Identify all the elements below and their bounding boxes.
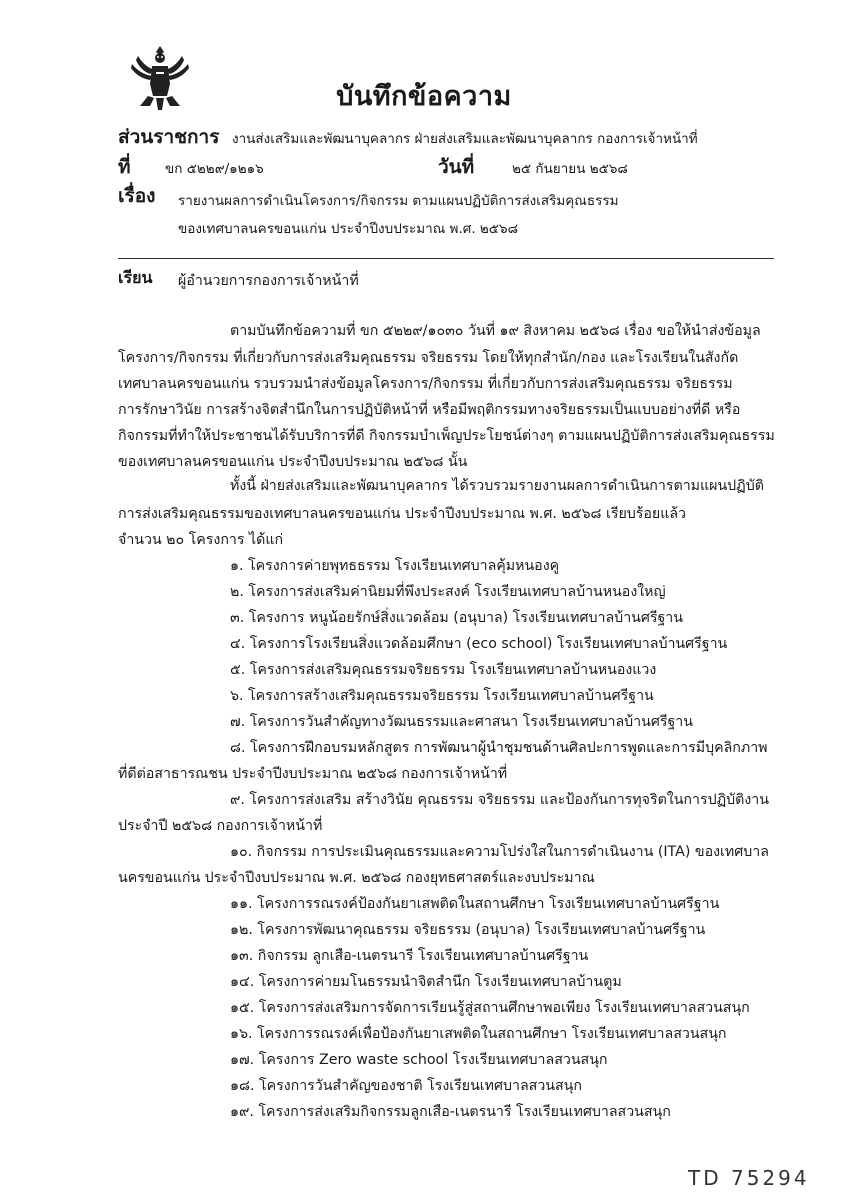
project-item: ๑๖. โครงการรณรงค์เพื่อป้องกันยาเสพติดในสถานศึกษา โรงเรียนเทศบาลสวนสนุก — [230, 1026, 727, 1042]
handwritten-doc-number: TD 75294 — [688, 1166, 810, 1190]
paragraph-1-line: การรักษาวินัย การสร้างจิตสำนึกในการปฏิบัติหน้าที่ หรือมีพฤติกรรมทางจริยธรรมเป็นแบบอย่างที่ดี หรือ — [118, 402, 741, 418]
project-item: ๑๑. โครงการรณรงค์ป้องกันยาเสพติดในสถานศึกษา โรงเรียนเทศบาลบ้านศรีฐาน — [230, 896, 720, 912]
paragraph-1-line: เทศบาลนครขอนแก่น รวบรวมนำส่งข้อมูลโครงการ/กิจกรรม ที่เกี่ยวกับการส่งเสริมคุณธรรม จริยธรรม — [118, 376, 733, 392]
project-item: ๑๘. โครงการวันสำคัญของชาติ โรงเรียนเทศบาลสวนสนุก — [230, 1078, 582, 1094]
paragraph-1-line: ของเทศบาลนครขอนแก่น ประจำปีงบประมาณ ๒๕๖๘ นั้น — [118, 454, 468, 470]
project-item: ๒. โครงการส่งเสริมค่านิยมที่พึงประสงค์ โรงเรียนเทศบาลบ้านหนองใหญ่ — [230, 584, 666, 600]
project-item-continuation: ที่ดีต่อสาธารณชน ประจำปีงบประมาณ ๒๕๖๘ กองการเจ้าหน้าที่ — [118, 766, 508, 782]
agency-value: งานส่งเสริมและพัฒนาบุคลากร ฝ่ายส่งเสริมและพัฒนาบุคลากร กองการเจ้าหน้าที่ — [232, 131, 698, 147]
subject-line-1: รายงานผลการดำเนินโครงการ/กิจกรรม ตามแผนปฏิบัติการส่งเสริมคุณธรรม — [178, 193, 619, 209]
project-item: ๘. โครงการฝึกอบรมหลักสูตร การพัฒนาผู้นำชุมชนด้านศิลปะการพูดและการมีบุคลิกภาพ — [230, 740, 768, 756]
project-item: ๑๔. โครงการค่ายมโนธรรมนำจิตสำนึก โรงเรียนเทศบาลบ้านตูม — [230, 974, 622, 990]
date-value: ๒๕ กันยายน ๒๕๖๘ — [512, 161, 628, 177]
project-item: ๑. โครงการค่ายพุทธธรรม โรงเรียนเทศบาลคุ้มหนองคู — [230, 558, 560, 574]
paragraph-2-line: การส่งเสริมคุณธรรมของเทศบาลนครขอนแก่น ประจำปีงบประมาณ พ.ศ. ๒๕๖๘ เรียบร้อยแล้ว — [118, 506, 687, 522]
header-divider — [118, 258, 774, 259]
project-item: ๕. โครงการส่งเสริมคุณธรรมจริยธรรม โรงเรียนเทศบาลบ้านหนองแวง — [230, 662, 657, 678]
date-label: วันที่ — [438, 156, 475, 178]
agency-label: ส่วนราชการ — [118, 126, 220, 148]
project-item: ๑๕. โครงการส่งเสริมการจัดการเรียนรู้สู่สถานศึกษาพอเพียง โรงเรียนเทศบาลสวนสนุก — [230, 1000, 750, 1016]
ref-label: ที่ — [118, 156, 131, 178]
project-item: ๓. โครงการ หนูน้อยรักษ์สิ่งแวดล้อม (อนุบาล) โรงเรียนเทศบาลบ้านศรีฐาน — [230, 610, 683, 626]
project-item-continuation: ประจำปี ๒๕๖๘ กองการเจ้าหน้าที่ — [118, 818, 323, 834]
project-item: ๑๓. กิจกรรม ลูกเสือ-เนตรนารี โรงเรียนเทศบาลบ้านศรีฐาน — [230, 948, 589, 964]
subject-line-2: ของเทศบาลนครขอนแก่น ประจำปีงบประมาณ พ.ศ. ๒๕๖๘ — [178, 221, 519, 237]
paragraph-2-line: ทั้งนี้ ฝ่ายส่งเสริมและพัฒนาบุคลากร ได้รวบรวมรายงานผลการดำเนินการตามแผนปฏิบัติ — [230, 478, 764, 494]
ref-value: ขก ๕๒๒๙/๑๒๑๖ — [165, 161, 264, 177]
paragraph-1-line: กิจกรรมที่ทำให้ประชาชนได้รับบริการที่ดี กิจกรรมบำเพ็ญประโยชน์ต่างๆ ตามแผนปฏิบัติการส่งเสริมคุณธรรม — [118, 428, 775, 444]
paragraph-1-line: โครงการ/กิจกรรม ที่เกี่ยวกับการส่งเสริมคุณธรรม จริยธรรม โดยให้ทุกสำนัก/กอง และโรงเรียนในสังกัด — [118, 350, 739, 366]
to-label: เรียน — [118, 268, 153, 287]
to-value: ผู้อำนวยการกองการเจ้าหน้าที่ — [178, 273, 359, 289]
project-item: ๔. โครงการโรงเรียนสิ่งแวดล้อมศึกษา (eco school) โรงเรียนเทศบาลบ้านศรีฐาน — [230, 636, 728, 652]
document-title: บันทึกข้อความ — [336, 81, 512, 112]
project-item: ๙. โครงการส่งเสริม สร้างวินัย คุณธรรม จริยธรรม และป้องกันการทุจริตในการปฏิบัติงาน — [230, 792, 769, 808]
project-item: ๑๒. โครงการพัฒนาคุณธรรม จริยธรรม (อนุบาล) โรงเรียนเทศบาลบ้านศรีฐาน — [230, 922, 706, 938]
project-item: ๑๙. โครงการส่งเสริมกิจกรรมลูกเสือ-เนตรนารี โรงเรียนเทศบาลสวนสนุก — [230, 1104, 671, 1120]
project-item-continuation: นครขอนแก่น ประจำปีงบประมาณ พ.ศ. ๒๕๖๘ กองยุทธศาสตร์และงบประมาณ — [118, 870, 595, 886]
project-item: ๑๗. โครงการ Zero waste school โรงเรียนเทศบาลสวนสนุก — [230, 1052, 608, 1068]
subject-label: เรื่อง — [118, 185, 156, 207]
paragraph-1-line: ตามบันทึกข้อความที่ ขก ๕๒๒๙/๑๐๓๐ วันที่ ๑๙ สิงหาคม ๒๕๖๘ เรื่อง ขอให้นำส่งข้อมูล — [230, 323, 761, 339]
paragraph-2-line: จำนวน ๒๐ โครงการ ได้แก่ — [118, 532, 284, 548]
project-item: ๑๐. กิจกรรม การประเมินคุณธรรมและความโปร่งใสในการดำเนินงาน (ITA) ของเทศบาล — [230, 844, 769, 860]
project-item: ๗. โครงการวันสำคัญทางวัฒนธรรมและศาสนา โรงเรียนเทศบาลบ้านศรีฐาน — [230, 714, 693, 730]
project-item: ๖. โครงการสร้างเสริมคุณธรรมจริยธรรม โรงเรียนเทศบาลบ้านศรีฐาน — [230, 688, 654, 704]
